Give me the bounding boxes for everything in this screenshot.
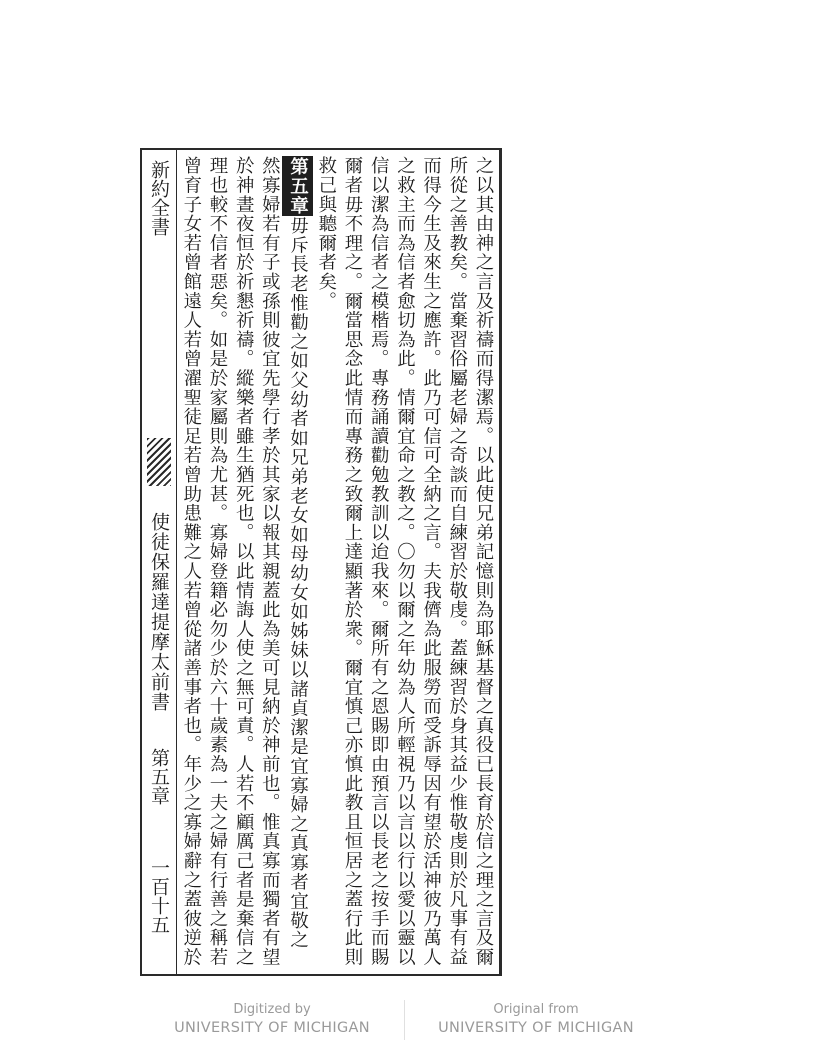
- running-head-page-number: 一百十五: [148, 858, 170, 934]
- running-head-chapter: 第五章: [148, 748, 170, 805]
- original-from-institution: UNIVERSITY OF MICHIGAN: [438, 1020, 634, 1036]
- digitized-by-label: Digitized by: [233, 1002, 311, 1017]
- chapter4-closing-paragraph: 之以其由神之言及祈禱而得潔焉。以此使兄弟記憶則為耶穌基督之真役已長育於信之理之言及爾所從之善教矣。當棄習俗屬老婦之奇談而自練習於敬虔。蓋練習於身其益少惟敬虔則於凡事有益而得今生及來生之應許。此乃可信可全納之言。夫我儕為此服勞而受訴辱因有望於活神彼乃萬人之救主而為信者愈切為此。情爾宜命之教之。〇勿以爾之年幼為人所輕視乃以言以行以愛以靈以信以潔為信者之模楷焉。專務誦讀勸勉教訓以迨我來。爾所有之恩賜即由預言以長老之按手而賜爾者毋不理之。爾當思念此情而專務之致爾上達顯著於衆。爾宜慎己亦慎此教且恒居之蓋行此則救己與聽爾者矣。: [315, 156, 494, 967]
- running-head-title: 使徒保羅達提摩太前書: [148, 512, 170, 712]
- ornament-icon: [147, 438, 171, 486]
- right-margin-rule: [499, 150, 500, 974]
- digitized-by-institution: UNIVERSITY OF MICHIGAN: [174, 1020, 370, 1036]
- running-head-book: 新約全書: [148, 160, 170, 236]
- original-from-credit: [436, 1002, 636, 1038]
- running-head: [142, 152, 176, 972]
- digitized-by-credit: [172, 1002, 372, 1038]
- head-divider-rule: [176, 150, 177, 974]
- body-text: [180, 156, 496, 968]
- credit-divider: [404, 1000, 405, 1040]
- original-from-label: Original from: [493, 1002, 579, 1017]
- chapter-five-marker: 第五章: [282, 156, 312, 216]
- chapter5-paragraph: 毋斥長老惟勸之如父幼者如兄弟老女如母幼女如姊妹以諸貞潔是宜寡婦之真寡者宜敬之然寡婦若有子或孫則彼宜先學行孝於其家以報其親蓋此為美可見納於神前也。惟真寡而獨者有望於神晝夜恒於祈懇祈禱。縱樂者雖生猶死也。以此情誨人使之無可責。人若不顧厲己者是棄信之理也較不信者惡矣。如是於家屬則為尤甚。寡婦登籍必勿少於六十歲素為一夫之婦有行善之稱若曾育子女若曾館遠人若曾濯聖徒足若曾助患難之人若曾從諸善事者也。年少之寡婦辭之蓋彼逆於: [180, 156, 309, 967]
